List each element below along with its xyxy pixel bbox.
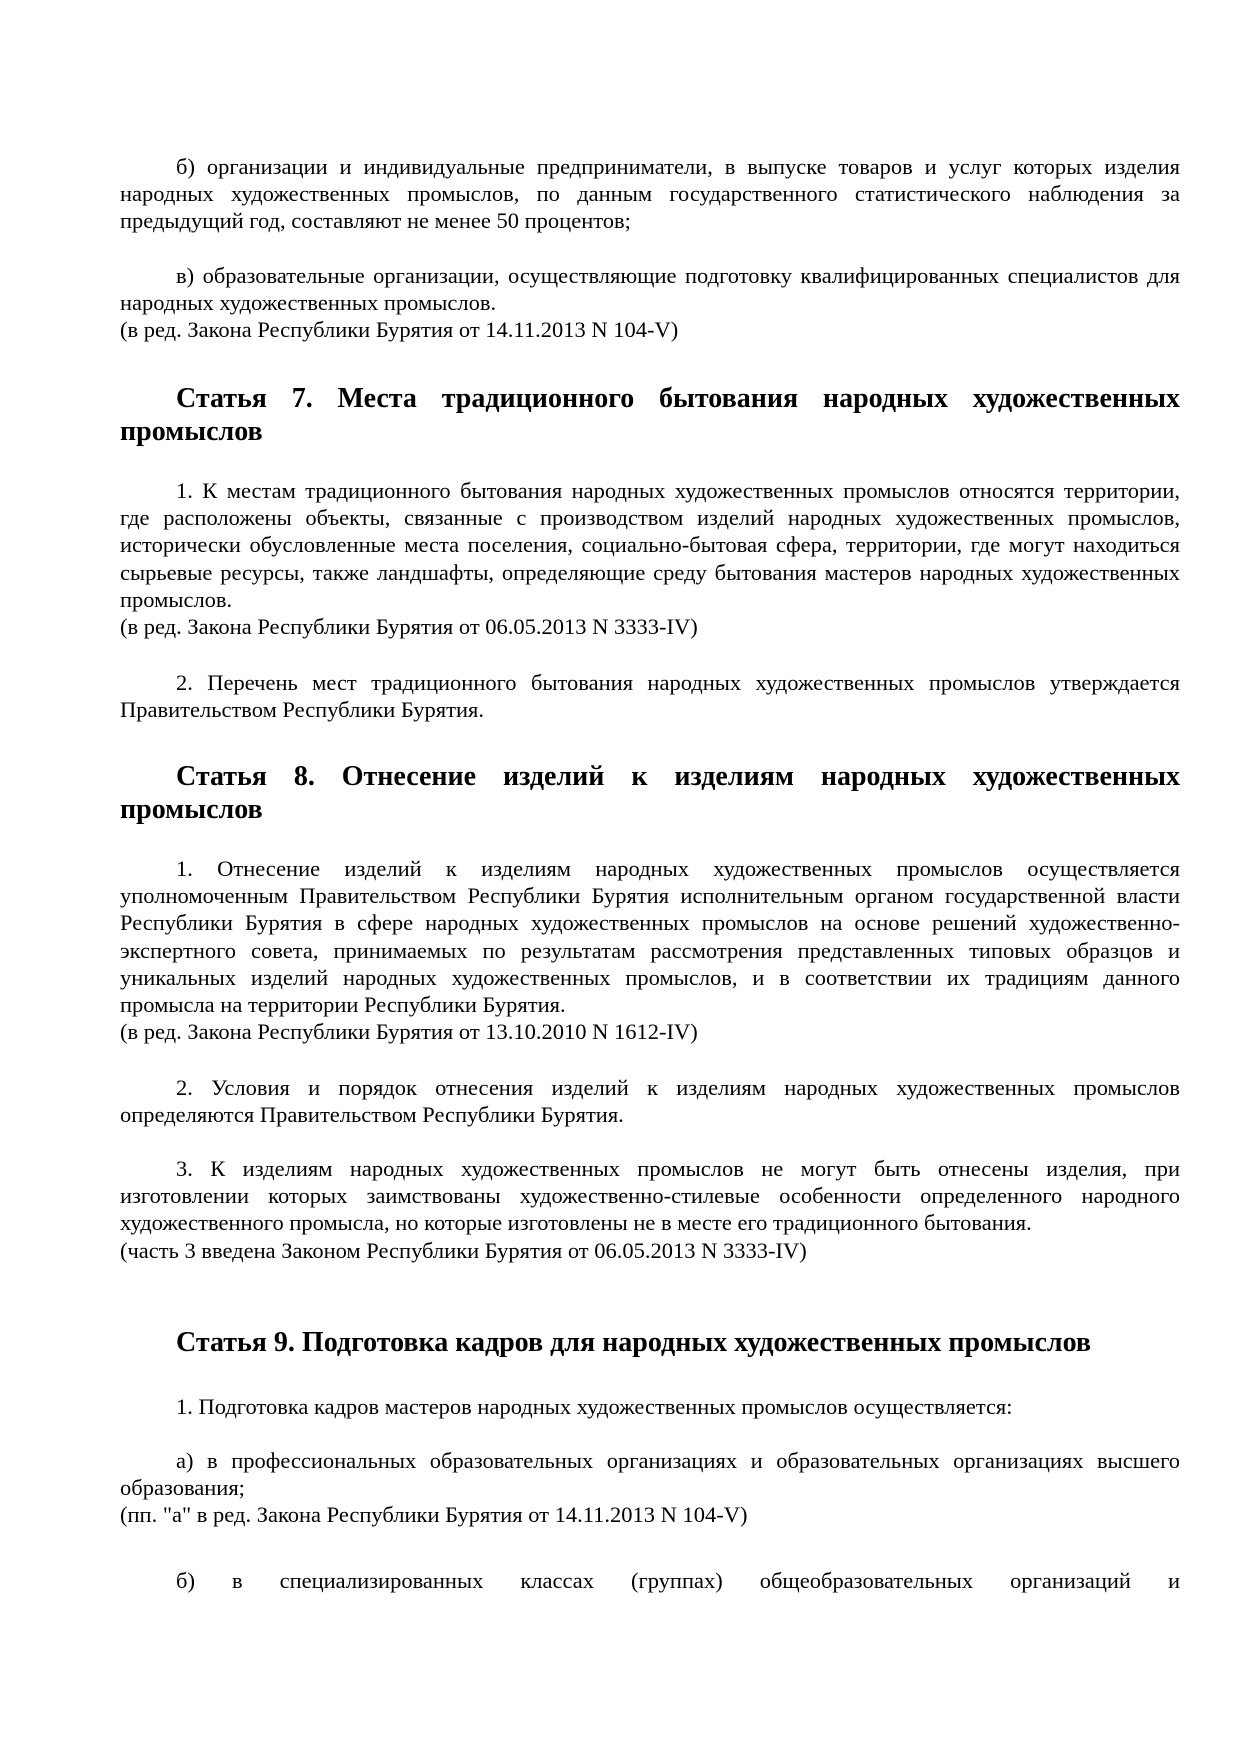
paragraph-text: 1. Отнесение изделий к изделиям народных художественных промыслов осуществляется уполномоченным Правительством Республики Бурятия исполнительным органом государственной власти Республики Бурятия в сфере народных художественных промыслов на основе решений художественно-экспертного совета, принимаемых по результатам рассмотрения представленных типовых образцов и уникальных изделий народных художественных промыслов, и в соответствии их традициям данного промысла на территории Республики Бурятия. — [120, 856, 1180, 1018]
article-8-heading — [120, 760, 1180, 826]
article-9-heading — [120, 1326, 1180, 1359]
paragraph-text: б) в специализированных классах (группах) общеобразовательных организаций и — [176, 1568, 1180, 1593]
amendment-note: (часть 3 введена Законом Республики Бурятия от 06.05.2013 N 3333-IV) — [120, 1237, 807, 1263]
amendment-note: (в ред. Закона Республики Бурятия от 06.05.2013 N 3333-IV) — [120, 614, 698, 640]
paragraph-v-education — [120, 262, 1180, 344]
heading-text: Статья 7. Места традиционного бытования народных художественных промыслов — [120, 383, 1180, 447]
article-7-heading — [120, 382, 1180, 448]
article-7-paragraph-2 — [120, 669, 1180, 723]
article-9-paragraph-b — [120, 1567, 1180, 1594]
amendment-note: (пп. "а" в ред. Закона Республики Бурятия от 14.11.2013 N 104-V) — [120, 1502, 748, 1528]
article-9-paragraph-a — [120, 1447, 1180, 1529]
paragraph-text: 2. Условия и порядок отнесения изделий к изделиям народных художественных промыслов определяются Правительством Республики Бурятия. — [120, 1075, 1180, 1128]
article-8-paragraph-2 — [120, 1074, 1180, 1128]
heading-text: Статья 9. Подготовка кадров для народных художественных промыслов — [176, 1327, 1092, 1358]
heading-text: Статья 8. Отнесение изделий к изделиям народных художественных промыслов — [120, 761, 1180, 825]
article-8-paragraph-1 — [120, 855, 1180, 1045]
paragraph-text: б) организации и индивидуальные предприниматели, в выпуске товаров и услуг которых изделия народных художественных промыслов, по данным государственного статистического наблюдения за предыдущий год, составляют не менее 50 процентов; — [120, 154, 1180, 234]
article-7-paragraph-1 — [120, 477, 1180, 640]
paragraph-text: в) образовательные организации, осуществляющие подготовку квалифицированных специалистов для народных художественных промыслов. — [120, 263, 1180, 316]
article-8-paragraph-3 — [120, 1155, 1180, 1264]
amendment-note: (в ред. Закона Республики Бурятия от 13.10.2010 N 1612-IV) — [120, 1019, 698, 1045]
paragraph-b-organizations — [120, 153, 1180, 235]
amendment-note: (в ред. Закона Республики Бурятия от 14.11.2013 N 104-V) — [120, 317, 679, 343]
paragraph-text: 3. К изделиям народных художественных промыслов не могут быть отнесены изделия, при изготовлении которых заимствованы художественно-стилевые особенности определенного народного художественного промысла, но которые изготовлены не в месте его традиционного бытования. — [120, 1156, 1180, 1236]
article-9-paragraph-1 — [120, 1393, 1180, 1420]
paragraph-text: 1. К местам традиционного бытования народных художественных промыслов относятся территории, где расположены объекты, связанные с производством изделий народных художественных промыслов, исторически обусловленные места поселения, социально-бытовая сфера, территории, где могут находиться сырьевые ресурсы, также ландшафты, определяющие среду бытования мастеров народных художественных промыслов. — [120, 478, 1180, 612]
paragraph-text: а) в профессиональных образовательных организациях и образовательных организациях высшего образования; — [120, 1448, 1180, 1501]
paragraph-text: 1. Подготовка кадров мастеров народных художественных промыслов осуществляется: — [176, 1394, 1013, 1419]
paragraph-text: 2. Перечень мест традиционного бытования народных художественных промыслов утверждается Правительством Республики Бурятия. — [120, 670, 1180, 723]
